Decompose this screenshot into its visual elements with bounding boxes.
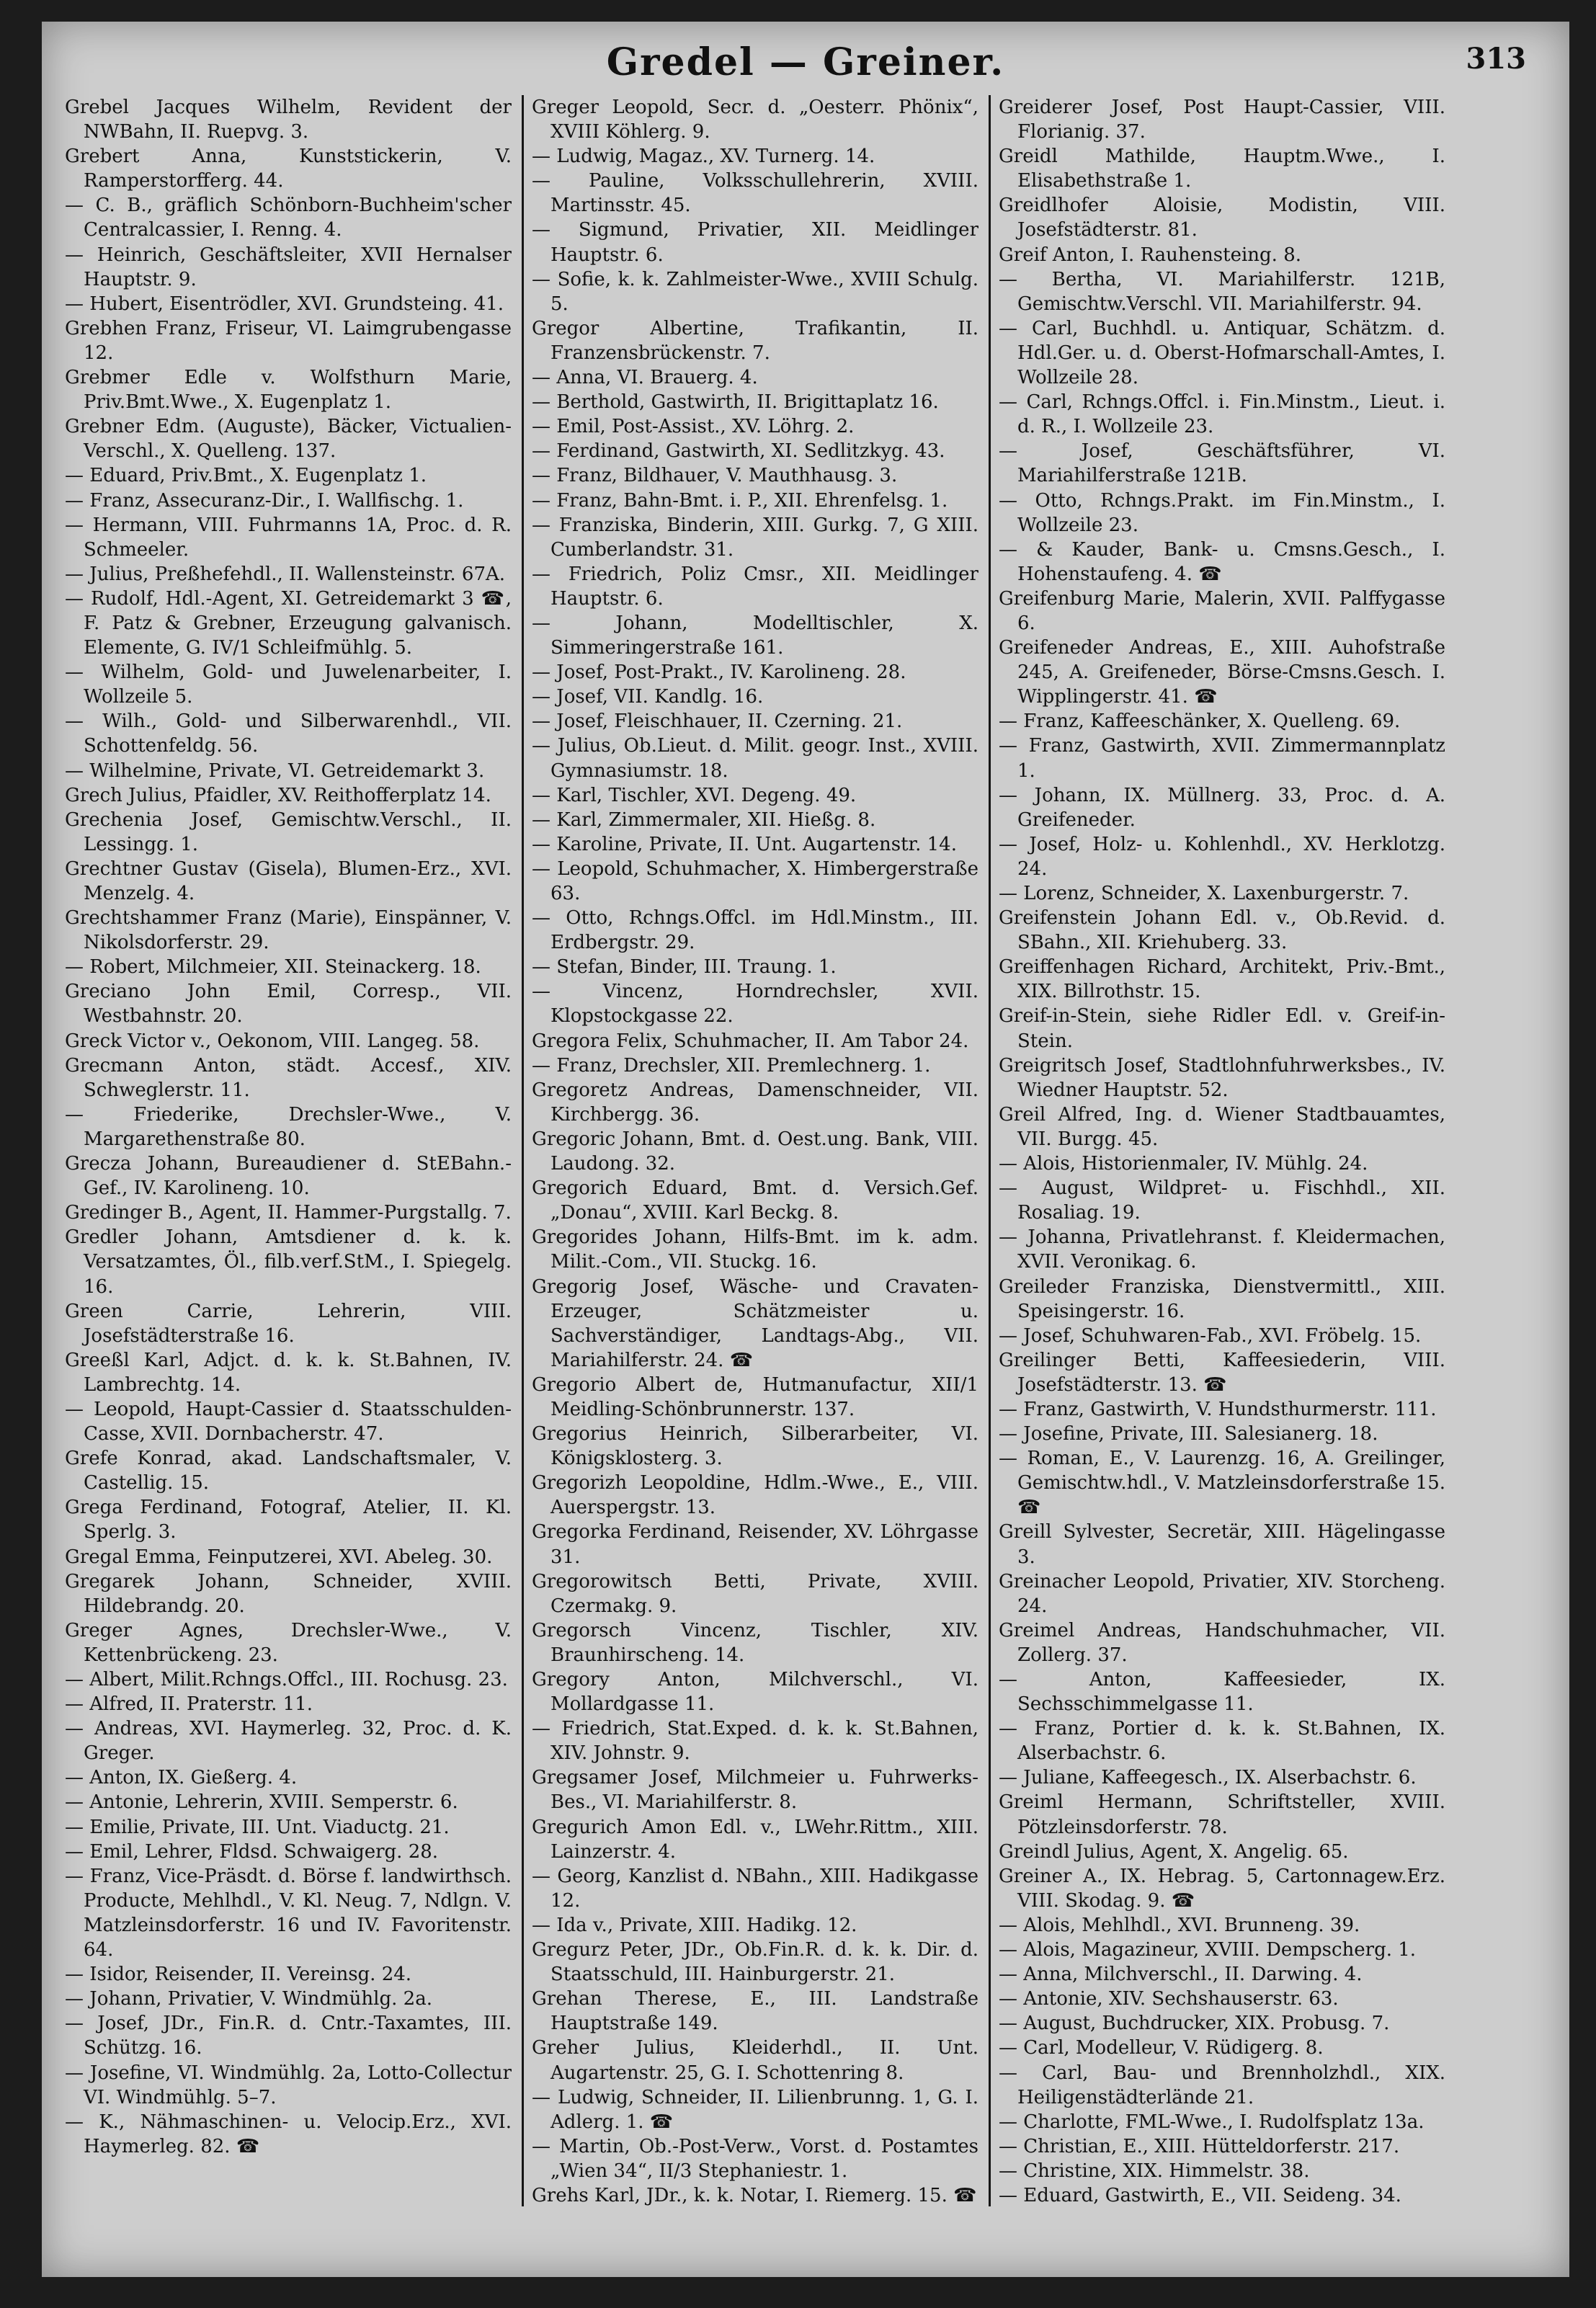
directory-entry: Greil Alfred, Ing. d. Wiener Stadtbauamtes, VII. Burgg. 45. xyxy=(999,1103,1445,1150)
directory-entry: — Georg, Kanzlist d. NBahn., XIII. Hadikgasse 12. xyxy=(532,1865,978,1912)
directory-entry: Grebert Anna, Kunststickerin, V. Ramperstorfferg. 44. xyxy=(65,146,512,192)
directory-entry: — Franz, Kaffeeschänker, X. Quelleng. 69. xyxy=(999,710,1401,733)
directory-entry: — Sofie, k. k. Zahlmeister-Wwe., XVIII Schulg. 5. xyxy=(532,268,978,315)
directory-entry: — Josefine, VI. Windmühlg. 2a, Lotto-Collectur VI. Windmühlg. 5–7. xyxy=(65,2062,512,2108)
directory-entry: — Rudolf, Hdl.-Agent, XI. Getreidemarkt 3 ☎, F. Patz & Grebner, Erzeugung galvanisch. Elemente, G. IV/1 Schleifmühlg. 5. xyxy=(65,587,512,659)
directory-column-middle xyxy=(532,95,978,2214)
directory-entry: Greif Anton, I. Rauhensteing. 8. xyxy=(999,244,1301,266)
directory-entry: — Franz, Bildhauer, V. Mauthhausg. 3. xyxy=(532,465,898,487)
directory-entry: Gredler Johann, Amtsdiener d. k. k. Versatzamtes, Öl., filb.verf.StM., I. Spiegelg. 16. xyxy=(65,1226,512,1298)
directory-entry: — C. B., gräflich Schönborn-Buchheim'scher Centralcassier, I. Renng. 4. xyxy=(65,195,512,241)
directory-entry: — Franz, Bahn-Bmt. i. P., XII. Ehrenfelsg. 1. xyxy=(532,489,948,512)
column-divider xyxy=(522,95,524,2206)
directory-entry: Greill Sylvester, Secretär, XIII. Hägelingasse 3. xyxy=(999,1521,1445,1568)
directory-entry: — Anna, VI. Brauerg. 4. xyxy=(532,367,758,389)
directory-entry: Grebel Jacques Wilhelm, Revident der NWBahn, II. Ruepvg. 3. xyxy=(65,97,512,143)
directory-entry: Gregurz Peter, JDr., Ob.Fin.R. d. k. k. Dir. d. Staatsschuld, III. Hainburgerstr. 21. xyxy=(532,1939,978,1986)
directory-entry: Greinacher Leopold, Privatier, XIV. Storcheng. 24. xyxy=(999,1570,1445,1617)
directory-entry: Greimel Andreas, Handschuhmacher, VII. Zollerg. 37. xyxy=(999,1619,1445,1666)
directory-entry: — Antonie, Lehrerin, XVIII. Semperstr. 6. xyxy=(65,1791,458,1814)
directory-entry: Gregorka Ferdinand, Reisender, XV. Löhrgasse 31. xyxy=(532,1521,978,1568)
directory-entry: — Carl, Buchhdl. u. Antiquar, Schätzm. d. Hdl.Ger. u. d. Oberst-Hofmarschall-Amtes, I. Wollzeile 28. xyxy=(999,317,1445,389)
directory-entry: — Heinrich, Geschäftsleiter, XVII Hernalser Hauptstr. 9. xyxy=(65,244,512,290)
directory-entry: — Friedrich, Poliz Cmsr., XII. Meidlinger Hauptstr. 6. xyxy=(532,563,978,610)
directory-entry: — Josef, VII. Kandlg. 16. xyxy=(532,686,764,708)
directory-entry: Greifenburg Marie, Malerin, XVII. Palffygasse 6. xyxy=(999,587,1445,634)
directory-entry: — & Kauder, Bank- u. Cmsns.Gesch., I. Hohenstaufeng. 4. ☎ xyxy=(999,538,1445,585)
directory-entry: — Andreas, XVI. Haymerleg. 32, Proc. d. K. Greger. xyxy=(65,1718,512,1765)
directory-entry: — Franz, Drechsler, XII. Premlechnerg. 1. xyxy=(532,1054,931,1077)
directory-entry: Grechenia Josef, Gemischtw.Verschl., II. Lessingg. 1. xyxy=(65,808,512,855)
directory-column-left xyxy=(65,95,512,2214)
directory-entry: — Johann, Modelltischler, X. Simmeringerstraße 161. xyxy=(532,612,978,659)
directory-entry: — Carl, Bau- und Brennholzhdl., XIX. Heiligenstädterlände 21. xyxy=(999,2062,1445,2108)
directory-entry: — Anna, Milchverschl., II. Darwing. 4. xyxy=(999,1964,1363,1986)
directory-entry: Greger Agnes, Drechsler-Wwe., V. Kettenbrückeng. 23. xyxy=(65,1619,512,1666)
directory-entry: Greiderer Josef, Post Haupt-Cassier, VIII. Florianig. 37. xyxy=(999,97,1445,143)
directory-entry: — Stefan, Binder, III. Traung. 1. xyxy=(532,956,837,979)
directory-entry: — Alfred, II. Praterstr. 11. xyxy=(65,1693,313,1716)
directory-entry: Grech Julius, Pfaidler, XV. Reithofferplatz 14. xyxy=(65,784,491,806)
directory-entry: Grefe Konrad, akad. Landschaftsmaler, V. Castellig. 15. xyxy=(65,1448,512,1494)
directory-entry: Grechtshammer Franz (Marie), Einspänner, V. Nikolsdorferstr. 29. xyxy=(65,907,512,954)
directory-entry: Gregorides Johann, Hilfs-Bmt. im k. adm. Milit.-Com., VII. Stuckg. 16. xyxy=(532,1226,978,1273)
directory-entry: — Vincenz, Horndrechsler, XVII. Klopstockgasse 22. xyxy=(532,981,978,1028)
directory-entry: — Ferdinand, Gastwirth, XI. Sedlitzkyg. 43. xyxy=(532,440,945,463)
directory-column-right xyxy=(999,95,1445,2214)
directory-entry: — Christine, XIX. Himmelstr. 38. xyxy=(999,2160,1310,2182)
directory-entry: — Friedrich, Stat.Exped. d. k. k. St.Bahnen, XIV. Johnstr. 9. xyxy=(532,1718,978,1765)
directory-entry: — Leopold, Haupt-Cassier d. Staatsschulden-Casse, XVII. Dornbacherstr. 47. xyxy=(65,1398,512,1445)
directory-entry: Grega Ferdinand, Fotograf, Atelier, II. Kl. Sperlg. 3. xyxy=(65,1497,512,1543)
directory-entry: — Josef, Holz- u. Kohlenhdl., XV. Herklotzg. 24. xyxy=(999,833,1445,880)
directory-entry: — Franz, Vice-Präsdt. d. Börse f. landwirthsch. Producte, Mehlhdl., V. Kl. Neug. 7, Ndlgn. V. Matzleinsdorferstr. 16 und IV. Favoritenstr. 64. xyxy=(65,1865,512,1961)
directory-entry: Greher Julius, Kleiderhdl., II. Unt. Augartenstr. 25, G. I. Schottenring 8. xyxy=(532,2037,978,2084)
directory-entry: Greileder Franziska, Dienstvermittl., XIII. Speisingerstr. 16. xyxy=(999,1275,1445,1322)
directory-entry: Gregora Felix, Schuhmacher, II. Am Tabor 24. xyxy=(532,1030,969,1052)
directory-entry: Grecmann Anton, städt. Accesf., XIV. Schweglerstr. 11. xyxy=(65,1054,512,1101)
directory-entry: Greigritsch Josef, Stadtlohnfuhrwerksbes., IV. Wiedner Hauptstr. 52. xyxy=(999,1054,1445,1101)
directory-entry: Greilinger Betti, Kaffeesiederin, VIII. Josefstädterstr. 13. ☎ xyxy=(999,1349,1445,1396)
directory-entry: — Franz, Gastwirth, V. Hundsthurmerstr. 111. xyxy=(999,1398,1437,1420)
directory-entry: — Alois, Mehlhdl., XVI. Brunneng. 39. xyxy=(999,1914,1360,1936)
directory-entry: — Johann, IX. Müllnerg. 33, Proc. d. A. Greifeneder. xyxy=(999,784,1445,831)
directory-entry: — Josefine, Private, III. Salesianerg. 18. xyxy=(999,1423,1378,1445)
directory-entry: — Friederike, Drechsler-Wwe., V. Margarethenstraße 80. xyxy=(65,1103,512,1150)
directory-entry: — Carl, Modelleur, V. Rüdigerg. 8. xyxy=(999,2037,1324,2059)
directory-entry: — Hubert, Eisentrödler, XVI. Grundsteing. 41. xyxy=(65,293,504,315)
directory-entry: Gregorig Josef, Wäsche- und Cravaten-Erzeuger, Schätzmeister u. Sachverständiger, Landtags-Abg., VII. Mariahilferstr. 24. ☎ xyxy=(532,1275,978,1371)
directory-entry: — Franziska, Binderin, XIII. Gurkg. 7, G XIII. Cumberlandstr. 31. xyxy=(532,514,978,561)
directory-entry: Grebmer Edle v. Wolfsthurn Marie, Priv.Bmt.Wwe., X. Eugenplatz 1. xyxy=(65,367,512,414)
directory-entry: — Ida v., Private, XIII. Hadikg. 12. xyxy=(532,1914,857,1936)
directory-entry: Grebner Edm. (Auguste), Bäcker, Victualien-Verschl., X. Quelleng. 137. xyxy=(65,416,512,463)
column-divider xyxy=(989,95,991,2206)
directory-entry: Gregor Albertine, Trafikantin, II. Franzensbrückenstr. 7. xyxy=(532,317,978,364)
directory-entry: Gregorich Eduard, Bmt. d. Versich.Gef. „Donau“, XVIII. Karl Beckg. 8. xyxy=(532,1177,978,1224)
page-number: 313 xyxy=(1466,42,1526,76)
directory-entry: Grebhen Franz, Friseur, VI. Laimgrubengasse 12. xyxy=(65,317,512,364)
directory-entry: Gregorizh Leopoldine, Hdlm.-Wwe., E., VIII. Auerspergstr. 13. xyxy=(532,1472,978,1519)
directory-entry: — Hermann, VIII. Fuhrmanns 1A, Proc. d. R. Schmeeler. xyxy=(65,514,512,561)
directory-entry: — Ludwig, Magaz., XV. Turnerg. 14. xyxy=(532,146,875,168)
directory-entry: — Eduard, Gastwirth, E., VII. Seideng. 34. xyxy=(999,2184,1401,2206)
directory-entry: — Josef, Post-Prakt., IV. Karolineng. 28. xyxy=(532,661,906,684)
directory-entry: — August, Wildpret- u. Fischhdl., XII. Rosaliag. 19. xyxy=(999,1177,1445,1224)
directory-entry: — Emil, Post-Assist., XV. Löhrg. 2. xyxy=(532,416,855,438)
directory-entry: — Johann, Privatier, V. Windmühlg. 2a. xyxy=(65,1988,432,2010)
directory-entry: — Martin, Ob.-Post-Verw., Vorst. d. Postamtes „Wien 34“, II/3 Stephaniestr. 1. xyxy=(532,2135,978,2182)
directory-entry: Greif-in-Stein, siehe Ridler Edl. v. Greif-in-Stein. xyxy=(999,1005,1445,1052)
directory-entry: — Carl, Rchngs.Offcl. i. Fin.Minstm., Lieut. i. d. R., I. Wollzeile 23. xyxy=(999,391,1445,438)
directory-entry: Greifeneder Andreas, E., XIII. Auhofstraße 245, A. Greifeneder, Börse-Cmsns.Gesch. I. Wipplingerstr. 41. ☎ xyxy=(999,637,1445,708)
directory-entry: — Anton, IX. Gießerg. 4. xyxy=(65,1767,298,1789)
directory-entry: Greidlhofer Aloisie, Modistin, VIII. Josefstädterstr. 81. xyxy=(999,195,1445,241)
page-header xyxy=(42,26,1569,98)
directory-entry: — Wilhelmine, Private, VI. Getreidemarkt 3. xyxy=(65,759,485,782)
directory-entry: — Johanna, Privatlehranst. f. Kleidermachen, XVII. Veronikag. 6. xyxy=(999,1226,1445,1273)
directory-entry: Gregal Emma, Feinputzerei, XVI. Abeleg. 30. xyxy=(65,1546,493,1568)
directory-entry: — Albert, Milit.Rchngs.Offcl., III. Rochusg. 23. xyxy=(65,1669,508,1690)
directory-entry: — Josef, JDr., Fin.R. d. Cntr.-Taxamtes, III. Schützg. 16. xyxy=(65,2013,512,2059)
directory-entry: — Otto, Rchngs.Offcl. im Hdl.Minstm., III. Erdbergstr. 29. xyxy=(532,907,978,954)
directory-entry: — K., Nähmaschinen- u. Velocip.Erz., XVI. Haymerleg. 82. ☎ xyxy=(65,2111,512,2157)
directory-entry: — Josef, Fleischhauer, II. Czerning. 21. xyxy=(532,710,903,733)
directory-entry: — Wilhelm, Gold- und Juwelenarbeiter, I. Wollzeile 5. xyxy=(65,661,512,708)
directory-entry: Greifenstein Johann Edl. v., Ob.Revid. d. SBahn., XII. Kriehuberg. 33. xyxy=(999,907,1445,954)
directory-entry: Greidl Mathilde, Hauptm.Wwe., I. Elisabethstraße 1. xyxy=(999,146,1445,192)
directory-entry: Greciano John Emil, Corresp., VII. Westbahnstr. 20. xyxy=(65,981,512,1028)
directory-entry: Gregarek Johann, Schneider, XVIII. Hildebrandg. 20. xyxy=(65,1570,512,1617)
directory-entry: — Antonie, XIV. Sechshauserstr. 63. xyxy=(999,1988,1339,2010)
directory-entry: — Pauline, Volksschullehrerin, XVIII. Martinsstr. 45. xyxy=(532,170,978,217)
directory-entry: — Lorenz, Schneider, X. Laxenburgerstr. 7. xyxy=(999,883,1409,904)
directory-entry: Gredinger B., Agent, II. Hammer-Purgstallg. 7. xyxy=(65,1202,512,1224)
directory-entry: Gregory Anton, Milchverschl., VI. Mollardgasse 11. xyxy=(532,1669,978,1716)
directory-entry: — Karl, Tischler, XVI. Degeng. 49. xyxy=(532,784,857,806)
directory-entry: Greiml Hermann, Schriftsteller, XVIII. Pötzleinsdorferstr. 78. xyxy=(999,1791,1445,1838)
directory-entry: — Isidor, Reisender, II. Vereinsg. 24. xyxy=(65,1964,412,1986)
directory-entry: — Karl, Zimmermaler, XII. Hießg. 8. xyxy=(532,808,876,831)
directory-entry: Grehs Karl, JDr., k. k. Notar, I. Riemerg. 15. ☎ xyxy=(532,2184,977,2206)
directory-entry: Grechtner Gustav (Gisela), Blumen-Erz., XVI. Menzelg. 4. xyxy=(65,857,512,904)
directory-entry: Gregoric Johann, Bmt. d. Oest.ung. Bank, VIII. Laudong. 32. xyxy=(532,1128,978,1175)
directory-entry: Gregorio Albert de, Hutmanufactur, XII/1 Meidling-Schönbrunnerstr. 137. xyxy=(532,1373,978,1420)
directory-entry: — Franz, Portier d. k. k. St.Bahnen, IX. Alserbachstr. 6. xyxy=(999,1718,1445,1765)
directory-entry: — Alois, Magazineur, XVIII. Dempscherg. 1. xyxy=(999,1939,1417,1961)
directory-entry: — Robert, Milchmeier, XII. Steinackerg. 18. xyxy=(65,956,481,979)
directory-entry: — Anton, Kaffeesieder, IX. Sechsschimmelgasse 11. xyxy=(999,1669,1445,1716)
directory-entry: — Josef, Geschäftsführer, VI. Mariahilferstraße 121B. xyxy=(999,440,1445,487)
directory-entry: Gregorowitsch Betti, Private, XVIII. Czermakg. 9. xyxy=(532,1570,978,1617)
directory-entry: — Julius, Preßhefehdl., II. Wallensteinstr. 67A. xyxy=(65,563,506,585)
page-title: Gredel — Greiner. xyxy=(606,40,1005,84)
directory-entry: — Otto, Rchngs.Prakt. im Fin.Minstm., I. Wollzeile 23. xyxy=(999,489,1445,536)
directory-entry: Greeßl Karl, Adjct. d. k. k. St.Bahnen, IV. Lambrechtg. 14. xyxy=(65,1349,512,1396)
directory-entry: — Bertha, VI. Mariahilferstr. 121B, Gemischtw.Verschl. VII. Mariahilferstr. 94. xyxy=(999,268,1445,315)
directory-entry: — Emilie, Private, III. Unt. Viaductg. 21. xyxy=(65,1816,450,1838)
directory-entry: — Ludwig, Schneider, II. Lilienbrunng. 1, G. I. Adlerg. 1. ☎ xyxy=(532,2086,978,2133)
directory-entry: — Wilh., Gold- und Silberwarenhdl., VII. Schottenfeldg. 56. xyxy=(65,710,512,757)
directory-entry: Gregorsch Vincenz, Tischler, XIV. Braunhirscheng. 14. xyxy=(532,1619,978,1666)
directory-entry: Green Carrie, Lehrerin, VIII. Josefstädterstraße 16. xyxy=(65,1300,512,1347)
directory-entry: — Leopold, Schuhmacher, X. Himbergerstraße 63. xyxy=(532,857,978,904)
directory-entry: — Charlotte, FML-Wwe., I. Rudolfsplatz 13a. xyxy=(999,2111,1425,2133)
directory-entry: Grehan Therese, E., III. Landstraße Hauptstraße 149. xyxy=(532,1988,978,2035)
directory-entry: — Josef, Schuhwaren-Fab., XVI. Fröbelg. 15. xyxy=(999,1324,1422,1347)
directory-entry: — Juliane, Kaffeegesch., IX. Alserbachstr. 6. xyxy=(999,1767,1417,1789)
directory-entry: — Christian, E., XIII. Hütteldorferstr. 217. xyxy=(999,2135,1400,2157)
directory-entry: Greiner A., IX. Hebrag. 5, Cartonnagew.Erz. VIII. Skodag. 9. ☎ xyxy=(999,1865,1445,1912)
directory-entry: — Franz, Gastwirth, XVII. Zimmermannplatz 1. xyxy=(999,735,1445,782)
directory-entry: — Emil, Lehrer, Fldsd. Schwaigerg. 28. xyxy=(65,1840,439,1863)
directory-entry: — Sigmund, Privatier, XII. Meidlinger Hauptstr. 6. xyxy=(532,219,978,266)
directory-entry: Greck Victor v., Oekonom, VIII. Langeg. 58. xyxy=(65,1030,480,1052)
directory-entry: — August, Buchdrucker, XIX. Probusg. 7. xyxy=(999,2013,1390,2035)
directory-entry: Greger Leopold, Secr. d. „Oesterr. Phönix“, XVIII Köhlerg. 9. xyxy=(532,97,978,143)
directory-entry: — Franz, Assecuranz-Dir., I. Wallfischg. 1. xyxy=(65,489,464,512)
directory-entry: Gregoretz Andreas, Damenschneider, VII. Kirchbergg. 36. xyxy=(532,1079,978,1126)
directory-entry: Grecza Johann, Bureaudiener d. StEBahn.-Gef., IV. Karolineng. 10. xyxy=(65,1153,512,1200)
directory-entry: Gregsamer Josef, Milchmeier u. Fuhrwerks-Bes., VI. Mariahilferstr. 8. xyxy=(532,1767,978,1814)
directory-entry: — Roman, E., V. Laurenzg. 16, A. Greilinger, Gemischtw.hdl., V. Matzleinsdorferstraße 15. ☎ xyxy=(999,1448,1445,1519)
directory-entry: — Karoline, Private, II. Unt. Augartenstr. 14. xyxy=(532,833,957,855)
directory-entry: — Eduard, Priv.Bmt., X. Eugenplatz 1. xyxy=(65,465,427,487)
directory-entry: Gregorius Heinrich, Silberarbeiter, VI. Königsklosterg. 3. xyxy=(532,1423,978,1470)
directory-entry: Greiffenhagen Richard, Architekt, Priv.-Bmt., XIX. Billrothstr. 15. xyxy=(999,956,1445,1003)
directory-entry: — Julius, Ob.Lieut. d. Milit. geogr. Inst., XVIII. Gymnasiumstr. 18. xyxy=(532,735,978,782)
directory-entry: — Alois, Historienmaler, IV. Mühlg. 24. xyxy=(999,1153,1368,1175)
directory-entry: Gregurich Amon Edl. v., LWehr.Rittm., XIII. Lainzerstr. 4. xyxy=(532,1816,978,1863)
directory-entry: Greindl Julius, Agent, X. Angelig. 65. xyxy=(999,1840,1349,1863)
directory-entry: — Berthold, Gastwirth, II. Brigittaplatz 16. xyxy=(532,391,939,414)
